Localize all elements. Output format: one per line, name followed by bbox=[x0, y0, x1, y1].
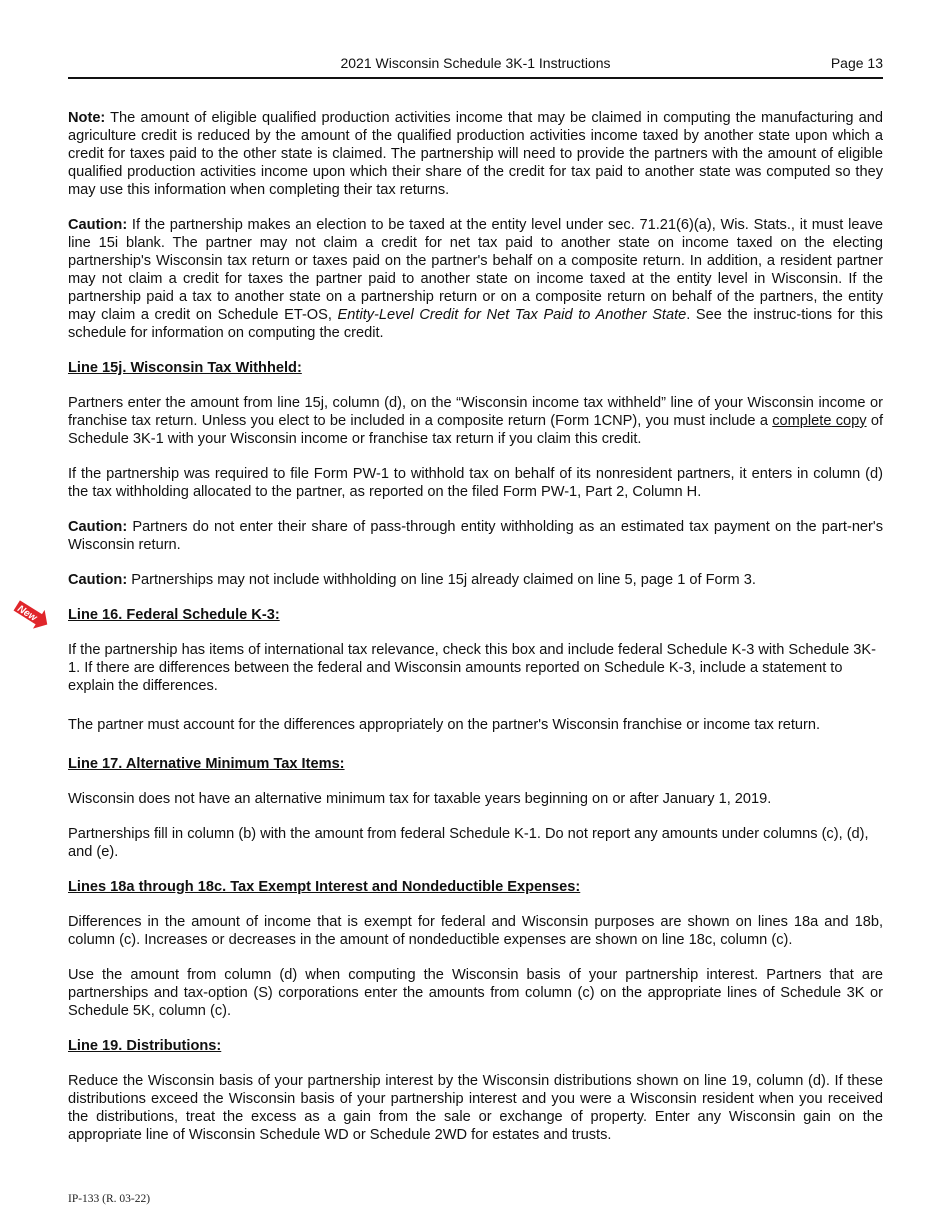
complete-copy-text: complete copy bbox=[772, 413, 867, 429]
form-id-footer: IP-133 (R. 03-22) bbox=[68, 1193, 151, 1205]
new-badge-label: New bbox=[15, 603, 39, 624]
caution-label: Caution: bbox=[68, 572, 128, 588]
line-19-paragraph-1: Reduce the Wisconsin basis of your partnership interest by the Wisconsin distributions shown on line 19, column (d). If these distributions exceed the Wisconsin basis of your partnership interest and you were a Wisconsin resident when you received the distributions, treat the excess as a gain from the sale or exchange of property. Enter any Wisconsin gain on the appropriate line of Wisconsin Schedule WD or Schedule 2WD for estates and trusts. bbox=[68, 1073, 883, 1143]
line-18-paragraph-1: Differences in the amount of income that is exempt for federal and Wisconsin purposes are shown on lines 18a and 18b, column (c). Increases or decreases in the amount of nondeductible expenses are shown on line 18c, column (c). bbox=[68, 914, 883, 948]
line-17-paragraph-2: Partnerships fill in column (b) with the amount from federal Schedule K-1. Do not report any amounts under columns (c), (d), and (e). bbox=[68, 826, 869, 860]
line-15j-caution-1 bbox=[68, 518, 883, 554]
line-15j-text-end: of Schedule 3K-1 with your Wisconsin income or franchise tax return if you claim this credit. bbox=[68, 413, 883, 447]
line-15j-paragraph-2: If the partnership was required to file Form PW-1 to withhold tax on behalf of its nonresident partners, it enters in column (d) the tax withholding allocated to the partner, as reported on the filed Form PW-1, Part 2, Column H. bbox=[68, 466, 883, 500]
line-17-paragraph-1: Wisconsin does not have an alternative minimum tax for taxable years beginning on or after January 1, 2019. bbox=[68, 791, 772, 807]
line-16-paragraph-1: If the partnership has items of international tax relevance, check this box and include federal Schedule K-3 with Schedule 3K-1. If there are differences between the federal and Wisconsin amounts reported on Schedule K-3, include a statement to explain the differences. bbox=[68, 642, 876, 694]
line-16-paragraph-2: The partner must account for the differences appropriately on the partner's Wisconsin franchise or income tax return. bbox=[68, 717, 821, 733]
line-15j-text: Partners enter the amount from line 15j, column (d), on the “Wisconsin income tax withheld” line of your Wisconsin income or franchise tax return. Unless you elect to be included in a composite return (Form 1CNP), you must include a bbox=[68, 395, 883, 429]
schedule-et-os-title: Entity-Level Credit for Net Tax Paid to Another State bbox=[337, 307, 687, 323]
line-17-heading: Line 17. Alternative Minimum Tax Items: bbox=[68, 756, 345, 772]
instructions-body bbox=[68, 109, 883, 1161]
page-header bbox=[68, 55, 883, 79]
caution-text: Partners do not enter their share of pass-through entity withholding as an estimated tax payment on the part-ner's Wisconsin return. bbox=[68, 519, 883, 553]
line-18-paragraph-2: Use the amount from column (d) when computing the Wisconsin basis of your partnership interest. Partners that are partnerships and tax-option (S) corporations enter the amounts from column (c) on the appropriate lines of Schedule 3K or Schedule 5K, column (c). bbox=[68, 967, 883, 1019]
caution-entity-level-paragraph bbox=[68, 216, 883, 342]
caution-text: Partnerships may not include withholding on line 15j already claimed on line 5, page 1 of Form 3. bbox=[127, 572, 756, 588]
caution-text: If the partnership makes an election to be taxed at the entity level under sec. 71.21(6)(a), Wis. Stats., it must leave line 15i blank. The partner may not claim a credit for net tax paid to another state on income taxed on the electing partnership's Wisconsin tax return or taxes paid on the partner's behalf on a composite return. In addition, a resident partner may not claim a credit for taxes the partner paid to another state on income taxed at the entity level in Wisconsin. If the partnership paid a tax to another state on a partnership return or on a composite return on behalf of the partners, the entity may claim a credit on Schedule ET-OS, bbox=[68, 217, 883, 323]
line-15j-heading: Line 15j. Wisconsin Tax Withheld: bbox=[68, 360, 302, 376]
line-15j-paragraph-1 bbox=[68, 394, 883, 448]
caution-label: Caution: bbox=[68, 217, 128, 233]
caution-text-end: . See the instruc-tions for this schedule for information on computing the credit. bbox=[68, 307, 883, 341]
note-text: The amount of eligible qualified production activities income that may be claimed in computing the manufacturing and agriculture credit is reduced by the amount of the qualified production activities income taxed by another state upon which a credit for taxes paid to the other state is claimed. The partnership will need to provide the partners with the amount of eligible qualified production activities income upon which their share of the credit for tax paid to another state was computed so they may use this information when completing their tax returns. bbox=[68, 110, 883, 198]
document-title: 2021 Wisconsin Schedule 3K-1 Instructions bbox=[340, 55, 611, 71]
note-paragraph bbox=[68, 109, 883, 199]
line-18-heading: Lines 18a through 18c. Tax Exempt Interest and Nondeductible Expenses: bbox=[68, 879, 581, 895]
new-badge-icon bbox=[12, 600, 52, 630]
line-15j-caution-2 bbox=[68, 571, 883, 589]
line-16-heading: Line 16. Federal Schedule K-3: bbox=[68, 607, 280, 623]
page-number: Page 13 bbox=[830, 55, 883, 71]
note-label: Note: bbox=[68, 110, 106, 126]
line-19-heading: Line 19. Distributions: bbox=[68, 1038, 222, 1054]
caution-label: Caution: bbox=[68, 519, 128, 535]
